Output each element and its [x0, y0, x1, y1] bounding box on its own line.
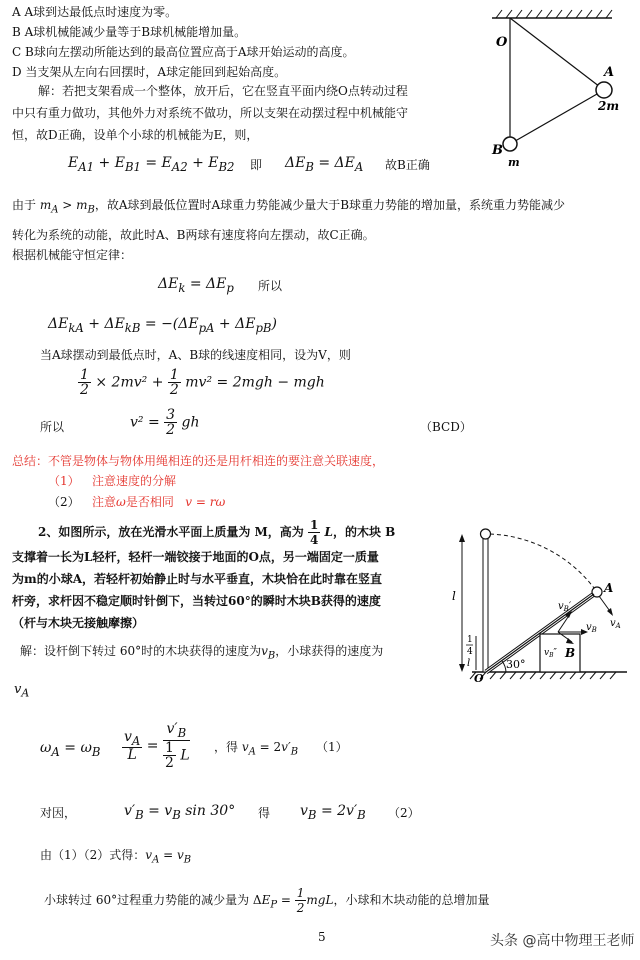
label-a-fig2: A [604, 581, 614, 595]
rod-oa [510, 18, 604, 90]
equation-kinetic: $\frac{1}{2}$ × 2mv² + $\frac{1}{2}$ mv² = 2mgh − mgh [80, 367, 325, 398]
label-quarter-num: 1 [467, 635, 473, 645]
label-vb-double-prime: $v_B''$ [544, 648, 557, 659]
label-vb: $v_B$ [586, 622, 597, 634]
option-b: B A球机械能减少量等于B球机械能增加量。 [12, 25, 247, 39]
ball-a-fig2 [592, 587, 602, 597]
figure-pendulum [472, 6, 630, 166]
label-quarter-l: l [467, 658, 471, 669]
ceiling-hatching [496, 10, 612, 18]
equation-energy-sum: $E_{A1} + E_{B1} = E_{A2} + E_{B2}$ [68, 155, 235, 174]
equation-number-1: （1） [316, 740, 348, 754]
initial-rod [483, 536, 488, 672]
label-m: m [508, 156, 520, 166]
label-va: $v_A$ [610, 618, 621, 630]
label-quarter-den: 4 [467, 647, 473, 657]
solution2-conclusion: 由（1）（2）式得：$v_A = v_B$ [40, 848, 192, 866]
option-a: A A球到达最低点时速度为零。 [12, 5, 178, 19]
summary-item2: 注意ω是否相同 v = rω [92, 495, 226, 509]
problem2-line3: 为m的小球A，若轻杆初始静止时与水平垂直，木块恰在此时靠在竖直 [12, 572, 383, 586]
solution1-line6: 根据机械能守恒定律： [12, 248, 133, 262]
equation-v-squared: v² = $\frac{3}{2}$ gh [130, 407, 200, 438]
label-o-fig2: O [474, 672, 484, 682]
solution2-last-line: 小球转过 60°过程重力势能的减少量为 $\Delta E_P$ = $\frac{1}{2}$ mgL，小球和木块动能的总增加量 [44, 886, 490, 915]
initial-ball [481, 529, 491, 539]
equation-ratio-result: ，得 $v_A = 2v'_B$ [214, 740, 299, 758]
equation-mid-word: 即 [250, 158, 263, 172]
summary-title: 总结：不管是物体与物体用绳相连的还是用杆相连的要注意关联速度， [12, 454, 385, 468]
solution1-line2: 中只有重力做功，其他外力对系统不做功，所以支架在动摆过程中机械能守 [12, 106, 409, 120]
answer-bcd: （BCD） [420, 420, 472, 434]
summary-item2-number: （2） [48, 495, 80, 509]
solution1-line3: 恒，故D正确，设单个小球的机械能为E，则， [12, 128, 259, 142]
equation-omega: $\omega_A = \omega_B$ [40, 740, 101, 759]
ball-b [503, 137, 517, 151]
label-a: A [604, 65, 615, 80]
arc-path [490, 534, 594, 588]
watermark: 头条 @高中物理王老师 [490, 933, 635, 949]
problem2-line4: 杆旁，求杆因不稳定顺时针倒下，当转过60°的瞬时木块B获得的速度 [12, 594, 381, 608]
label-vb-prime: $v_B'$ [558, 601, 572, 613]
label-b: B [492, 143, 503, 158]
ball-a [596, 82, 612, 98]
problem2-line2: 支撑着一长为L轻杆，轻杆一端铰接于地面的O点，另一端固定一质量 [12, 550, 379, 564]
summary-item1-number: （1） [48, 474, 80, 488]
option-c: C B球向左摆动所能达到的最高位置应高于A球开始运动的高度。 [12, 45, 355, 59]
rod-ab [510, 90, 604, 144]
equation-energy-balance: $\Delta E_{kA} + \Delta E_{kB} = -(\Delta E_{pA} + \Delta E_{pB})$ [48, 316, 277, 335]
solution2-dui: 对因， [40, 806, 77, 820]
mass-comparison-line: 由于 $m_A > m_B$，故A球到最低位置时A球重力势能减少量大于B球重力势能的增加量，系统重力势能减少 [12, 198, 566, 216]
ground-hatching [470, 672, 616, 679]
problem2-line1: 2、如图所示，放在光滑水平面上质量为 M，高为 $\frac{1}{4}$ L，的木块 B [38, 518, 396, 547]
label-o: O [496, 35, 508, 50]
equation-ek-ep: $\Delta E_k = \Delta E_p$ [158, 276, 234, 295]
label-b-fig2: B [565, 646, 576, 660]
equation-so-2: 所以 [40, 420, 65, 434]
equation-tail-b-correct: 故B正确 [385, 158, 430, 172]
solution2-de: 得 [258, 806, 271, 820]
label-l: l [452, 589, 456, 603]
problem2-line5: （杆与木块无接触摩擦） [12, 616, 145, 630]
equation-ratio: $\frac{v_A}{L}$ = $v'_B$ $\frac{1}{2}$ L [124, 721, 190, 771]
summary-item1: 注意速度的分解 [92, 474, 177, 488]
solution2-va: $v_A$ [14, 682, 30, 700]
solution1-line1: 解：若把支架看成一个整体，放开后，它在竖直平面内绕O点转动过程 [38, 84, 408, 98]
equation-so: 所以 [258, 279, 283, 293]
figure-rod-block [452, 522, 640, 682]
label-30: 30° [506, 658, 526, 671]
solution2-line1: 解：设杆倒下转过 60°时的木块获得的速度为$v_B$，小球获得的速度为 [20, 644, 384, 662]
option-d: D 当支架从左向右回摆时，A球定能回到起始高度。 [12, 65, 287, 79]
page-number: 5 [318, 930, 326, 944]
solution1-line7: 当A球摆动到最低点时，A、B球的线速度相同，设为V，则 [40, 348, 351, 362]
equation-vb-prime: $v'_B = v_B$ sin 30° [124, 803, 236, 822]
equation-delta-e: $\Delta E_B = \Delta E_A$ [285, 155, 364, 174]
equation-vb-result: $v_B = 2v'_B$ [300, 803, 366, 822]
label-2m: 2m [598, 99, 620, 113]
solution1-line5: 转化为系统的动能，故此时A、B两球有速度将向左摆动，故C正确。 [12, 228, 375, 242]
equation-number-2: （2） [388, 806, 420, 820]
